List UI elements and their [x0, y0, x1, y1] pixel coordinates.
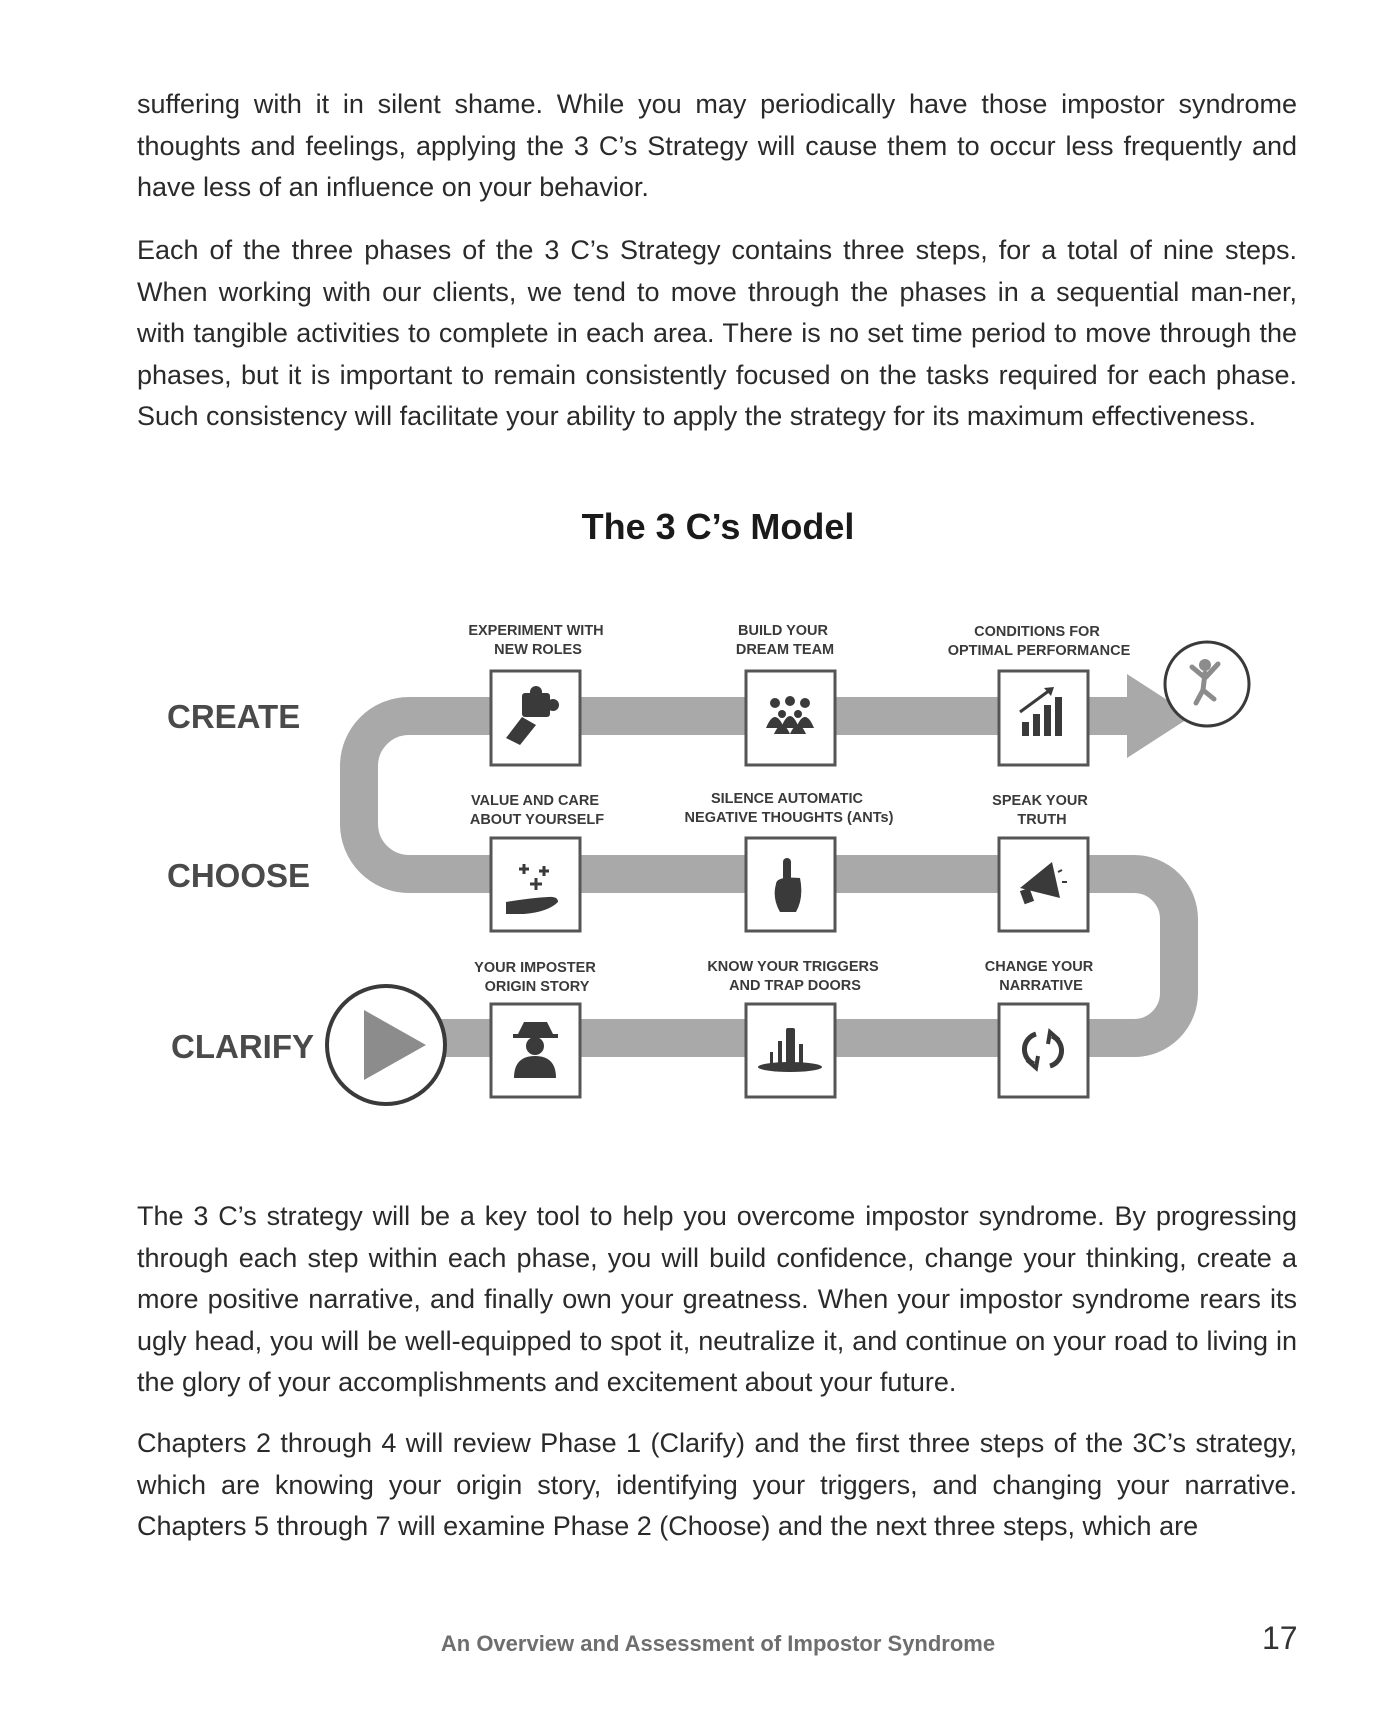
step-label-line: TRUTH [1017, 812, 1067, 828]
step-label-line: NARRATIVE [999, 978, 1083, 994]
strategy-paragraph: The 3 C’s strategy will be a key tool to help you overcome impostor syndrome. By progressing through each step within each phase, you will build confidence, change your thinking, create a more positive narrative, and finally own your greatness. When your impostor syndrome rears its ugly head, you will be well-equipped to spot it, neutralize it, and continue on your road to living in the glory of your accomplishments and excitement about your future. [137, 1201, 1297, 1397]
finish-circle [1165, 642, 1249, 726]
step-label-line: AND TRAP DOORS [729, 978, 861, 994]
page-number: 17 [1262, 1620, 1298, 1656]
step-label-line: ABOUT YOURSELF [469, 812, 605, 828]
chapters-paragraph: Chapters 2 through 4 will review Phase 1 (Clarify) and the first three steps of the 3C’s strategy, which are knowing your origin story, identifying your triggers, and changing your narrative. Chapters 5 through 7 will examine Phase 2 (Choose) and the next three steps, which are [137, 1428, 1297, 1541]
step-label-line: EXPERIMENT WITH [468, 623, 604, 639]
intro-paragraph: suffering with it in silent shame. While you may periodically have those impostor syndrome thoughts and feelings, applying the 3 C’s Strategy will cause them to occur less frequently and have less of an influence on your behavior. [137, 89, 1297, 202]
step-label-line: CONDITIONS FOR [974, 624, 1100, 640]
step-label-line: OPTIMAL PERFORMANCE [947, 643, 1131, 659]
svg-text:YOUR IMPOSTER ORIGIN STO [474, 960, 600, 995]
step-label-line: YOUR IMPOSTER [474, 960, 596, 976]
svg-text:BUILD YOUR DREAM TEAM [736, 623, 834, 658]
step-dream-team [736, 623, 835, 765]
step-conditions [948, 624, 1131, 765]
step-label-line: VALUE AND CARE [470, 793, 600, 809]
step-label-line: NEW ROLES [494, 642, 582, 658]
running-footer-title: An Overview and Assessment of Impostor Syndrome [440, 1631, 996, 1656]
phase-label-choose: CHOOSE [167, 857, 311, 894]
svg-text:VALUE AND CARE ABOUT YOU [470, 793, 604, 828]
step-label-line: NEGATIVE THOUGHTS (ANTs) [684, 810, 894, 826]
step-label-line: DREAM TEAM [735, 642, 835, 658]
phases-paragraph: Each of the three phases of the 3 C’s Strategy contains three steps, for a total of nine steps. When working with our clients, we tend to move through the phases in a sequential man-ner, with tangible activities to complete in each area. There is no set time period to move through the phases, but it is important to remain consistently focused on the tasks required for each phase. Such consistency will facilitate your ability to apply the strategy for its maximum effectiveness. [137, 235, 1297, 431]
model-title: The 3 C’s Model [581, 506, 855, 547]
svg-text:SPEAK YOUR TRUTH [992, 793, 1092, 828]
svg-text:EXPERIMENT WITH NEW ROLE [468, 623, 607, 658]
step-origin [474, 960, 600, 1097]
step-label-line: ORIGIN STORY [484, 979, 590, 995]
step-label-line: BUILD YOUR [738, 623, 828, 639]
step-label-line: CHANGE YOUR [984, 959, 1094, 975]
step-label-line: SILENCE AUTOMATIC [710, 791, 863, 807]
svg-text:KNOW YOUR TRIGGERS AND T [707, 959, 882, 994]
phase-label-clarify: CLARIFY [171, 1028, 314, 1065]
svg-text:CHANGE YOUR NARRATIVE [985, 959, 1098, 994]
step-label-line: SPEAK YOUR [992, 793, 1088, 809]
phase-label-create: CREATE [167, 698, 301, 735]
step-narrative [985, 959, 1098, 1097]
step-label-line: KNOW YOUR TRIGGERS [707, 959, 879, 975]
step-experiment [468, 623, 607, 765]
svg-text:CONDITIONS FOR OPTIMAL [948, 624, 1131, 659]
start-play-circle [327, 986, 445, 1104]
step-speak [992, 793, 1092, 931]
svg-text:SILENCE AUTOMATIC NEGATI [685, 791, 894, 826]
